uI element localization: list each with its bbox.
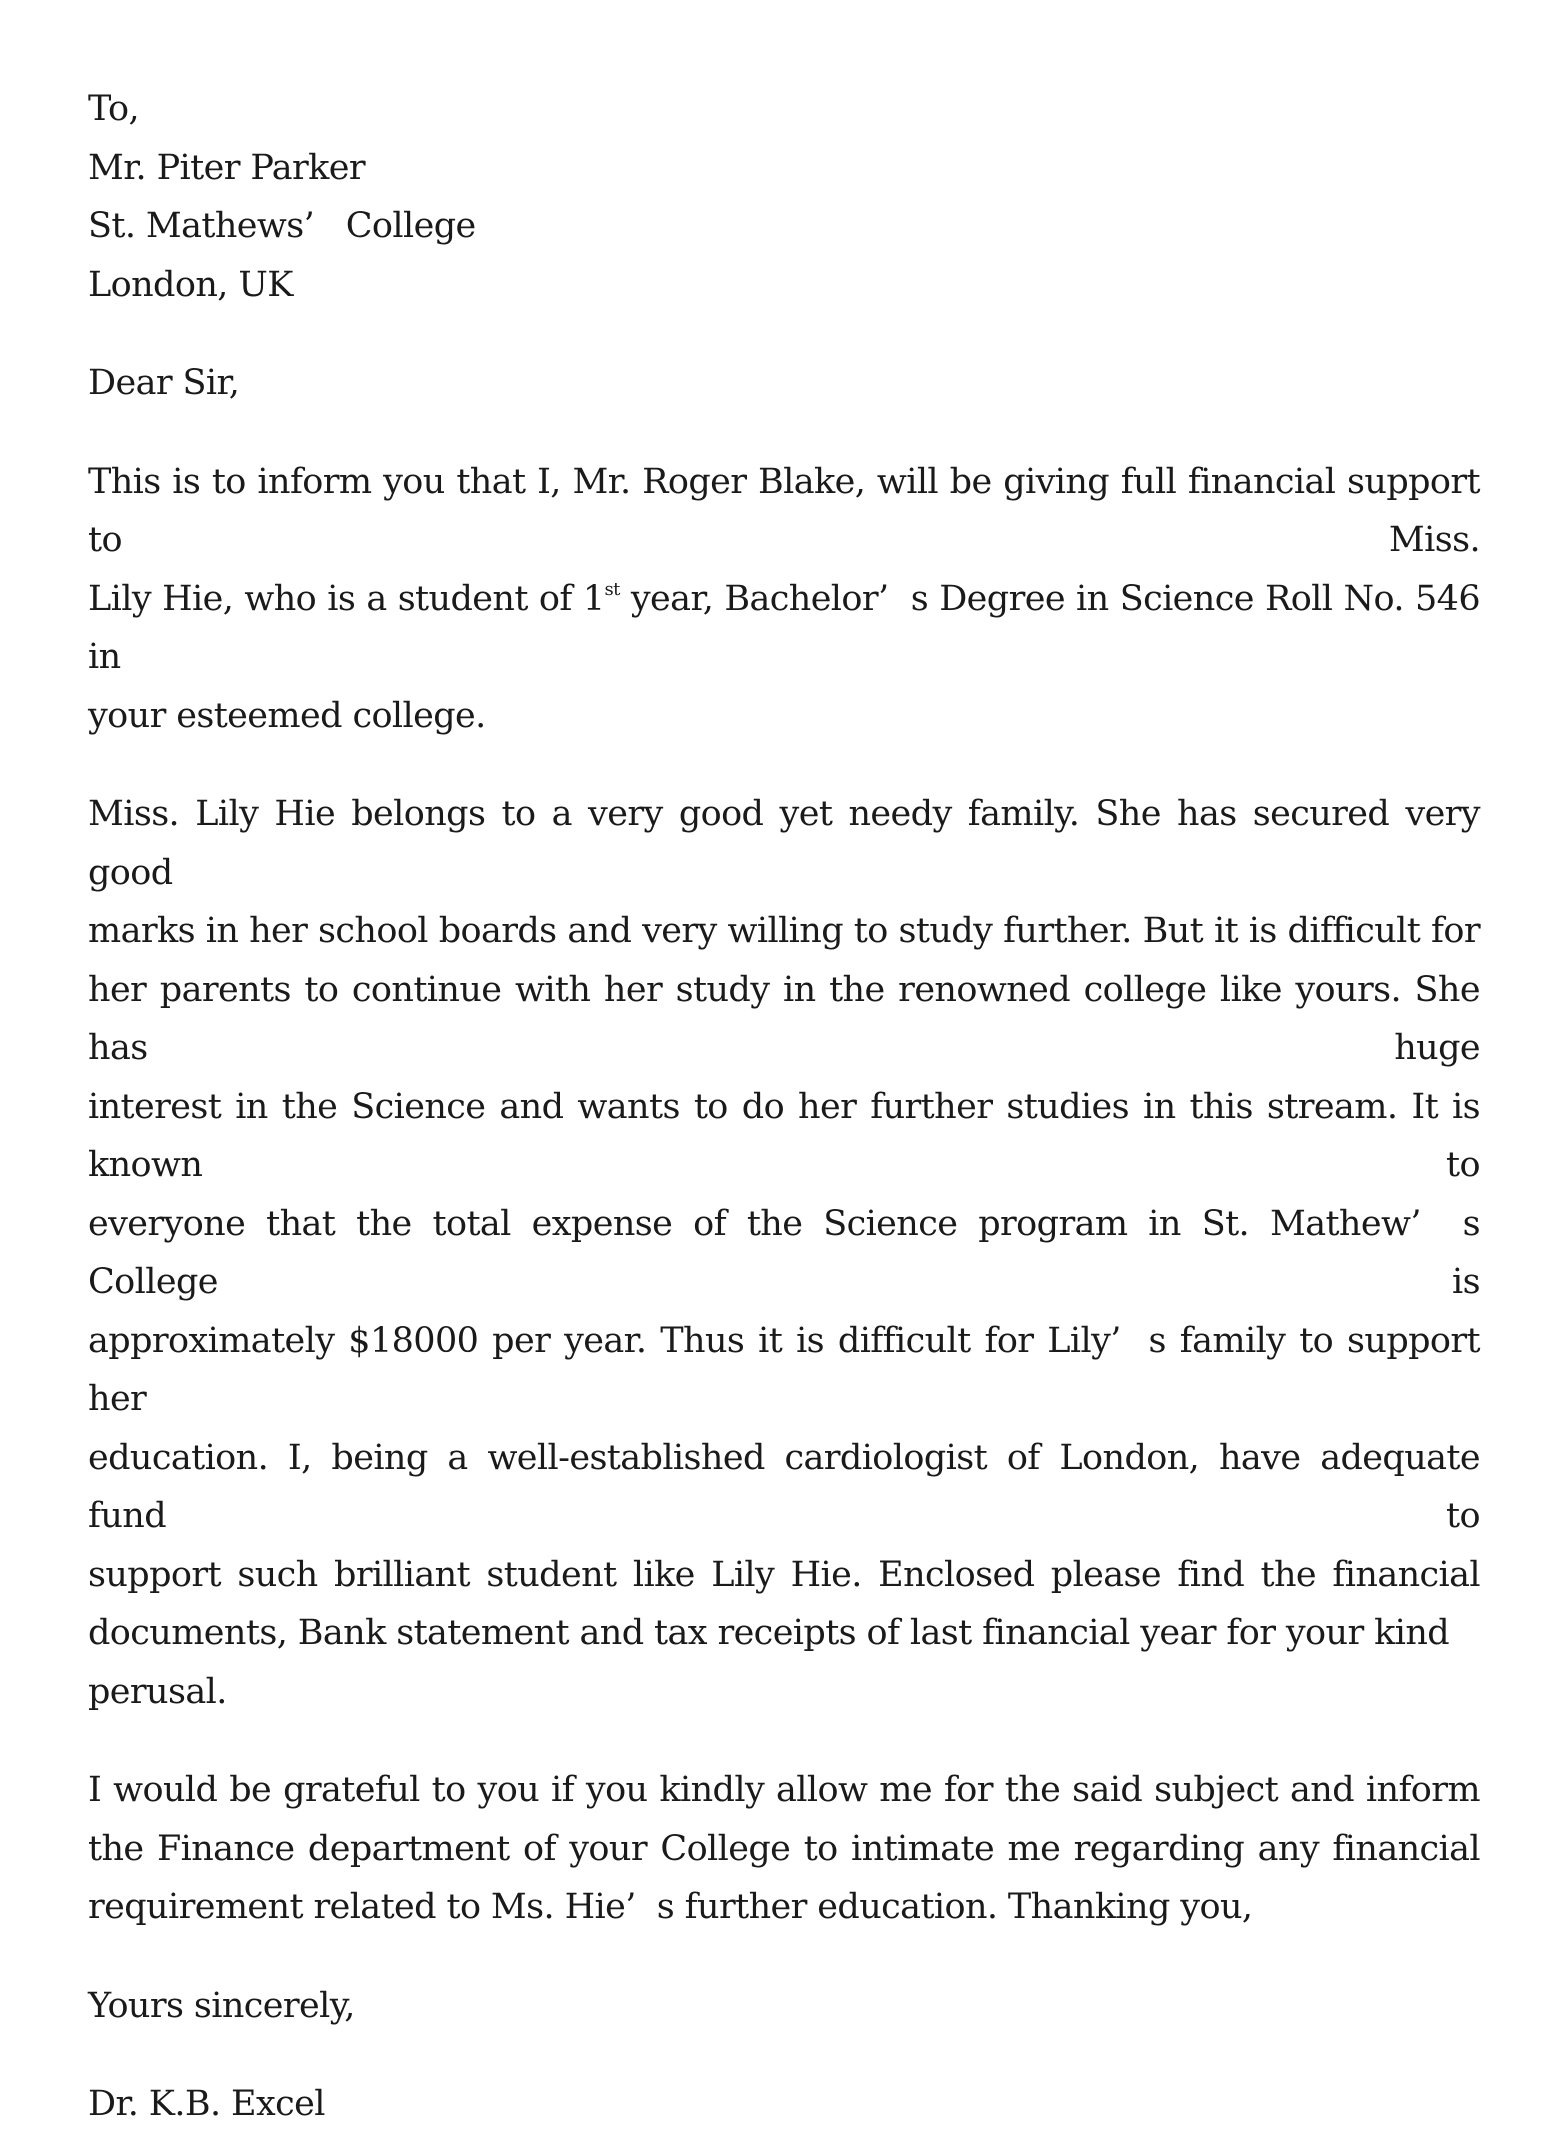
paragraph-2-line: her parents to continue with her study in the renowned college like yours. She has huge <box>88 969 1480 1068</box>
paragraph-1-line: your esteemed college. <box>88 695 486 736</box>
signature: Dr. K.B. Excel <box>88 2084 325 2124</box>
ordinal-suffix: st <box>604 578 620 600</box>
paragraph-2-line: marks in her school boards and very willing to study further. But it is difficult for <box>88 911 1480 951</box>
paragraph-3-line: the Finance department of your College to intimate me regarding any financial <box>88 1828 1480 1869</box>
paragraph-2-line: support such brilliant student like Lily Hie. Enclosed please find the financial <box>88 1554 1480 1595</box>
paragraph-2-line: approximately $18000 per year. Thus it is difficult for Lily’ s family to support her <box>88 1320 1491 1419</box>
paragraph-3 <box>88 1761 1480 1937</box>
paragraph-2-line: education. I, being a well-established cardiologist of London, have adequate fund to <box>88 1437 1480 1536</box>
recipient-institution: St. Mathews’ College <box>88 206 476 246</box>
paragraph-1-line-2-start: Lily Hie, who is a student of 1 <box>88 578 605 619</box>
paragraph-2-line: interest in the Science and wants to do her further studies in this stream. It is known to <box>88 1086 1480 1185</box>
paragraph-1-line <box>88 570 1491 687</box>
paragraph-2-line: everyone that the total expense of the Science program in St. Mathew’ s College is <box>88 1203 1491 1302</box>
paragraph-3-line: requirement related to Ms. Hie’ s further education. Thanking you, <box>88 1887 1253 1927</box>
paragraph-2-line: documents, Bank statement and tax receipts of last financial year for your kind perusal. <box>88 1613 1450 1712</box>
recipient-city: London, UK <box>88 264 293 305</box>
recipient-name: Mr. Piter Parker <box>88 147 365 188</box>
paragraph-2 <box>88 785 1491 1721</box>
closing: Yours sincerely, <box>88 1985 355 2026</box>
paragraph-1-line: This is to inform you that I, Mr. Roger Blake, will be giving full financial support to Miss. <box>88 461 1480 560</box>
address-to: To, <box>88 89 140 129</box>
paragraph-1 <box>88 453 1491 746</box>
paragraph-2-line: Miss. Lily Hie belongs to a very good yet needy family. She has secured very good <box>88 794 1480 893</box>
salutation: Dear Sir, <box>88 363 240 403</box>
paragraph-1-line-2-end: year, Bachelor’ s Degree in Science Roll No. 546 in <box>88 578 1491 677</box>
letter-body <box>88 80 1491 2134</box>
recipient-address <box>88 80 1480 314</box>
paragraph-3-line: I would be grateful to you if you kindly allow me for the said subject and inform <box>88 1770 1480 1810</box>
